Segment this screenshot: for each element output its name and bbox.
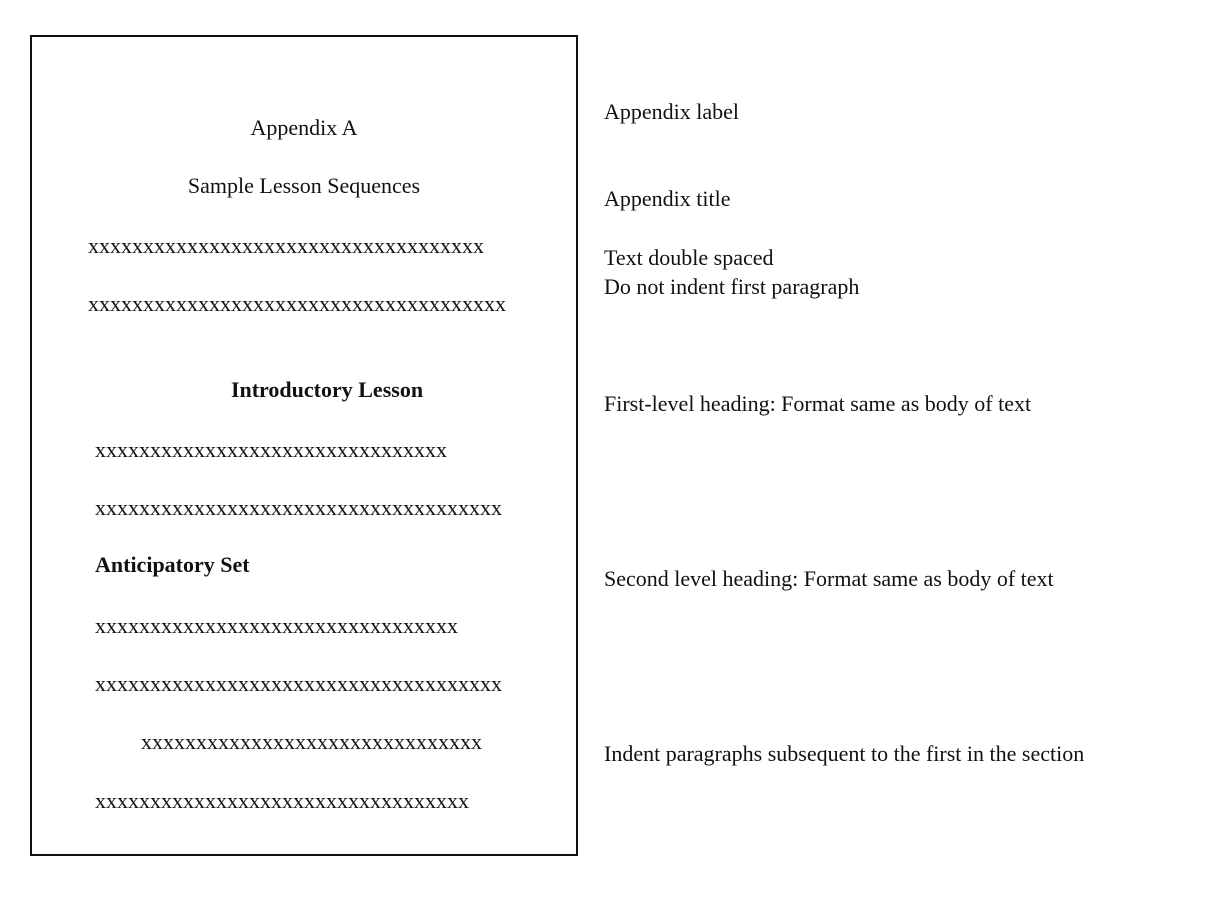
first-level-heading: Introductory Lesson	[230, 377, 424, 402]
indent-first-annotation: Do not indent first paragraph	[604, 274, 860, 299]
appendix-label: Appendix A	[250, 115, 358, 140]
second-heading-annotation: Second level heading: Format same as body of text	[604, 566, 1054, 591]
first-heading-annotation: First-level heading: Format same as body of text	[604, 391, 1032, 416]
title-annotation: Appendix title	[604, 186, 731, 211]
spacing-annotation: Text double spaced	[604, 245, 774, 270]
appendix-title: Sample Lesson Sequences	[187, 173, 421, 198]
second-level-heading: Anticipatory Set	[95, 552, 250, 577]
indent-paragraphs-annotation: Indent paragraphs subsequent to the first in the section	[604, 741, 1085, 766]
section1-text-line: xxxxxxxxxxxxxxxxxxxxxxxxxxxxxxxxxxxxx	[95, 495, 502, 520]
sample-appendix-page	[30, 35, 578, 856]
section1-text-line: xxxxxxxxxxxxxxxxxxxxxxxxxxxxxxxx	[95, 437, 447, 462]
section2-text-line: xxxxxxxxxxxxxxxxxxxxxxxxxxxxxxxxx	[95, 613, 458, 638]
section2-indented-line: xxxxxxxxxxxxxxxxxxxxxxxxxxxxxxx	[141, 729, 482, 754]
label-annotation: Appendix label	[604, 99, 740, 124]
intro-text-line: xxxxxxxxxxxxxxxxxxxxxxxxxxxxxxxxxxxx	[88, 233, 484, 258]
section2-text-line: xxxxxxxxxxxxxxxxxxxxxxxxxxxxxxxxxx	[95, 788, 469, 813]
intro-text-line: xxxxxxxxxxxxxxxxxxxxxxxxxxxxxxxxxxxxxx	[88, 291, 506, 316]
section2-text-line: xxxxxxxxxxxxxxxxxxxxxxxxxxxxxxxxxxxxx	[95, 671, 502, 696]
